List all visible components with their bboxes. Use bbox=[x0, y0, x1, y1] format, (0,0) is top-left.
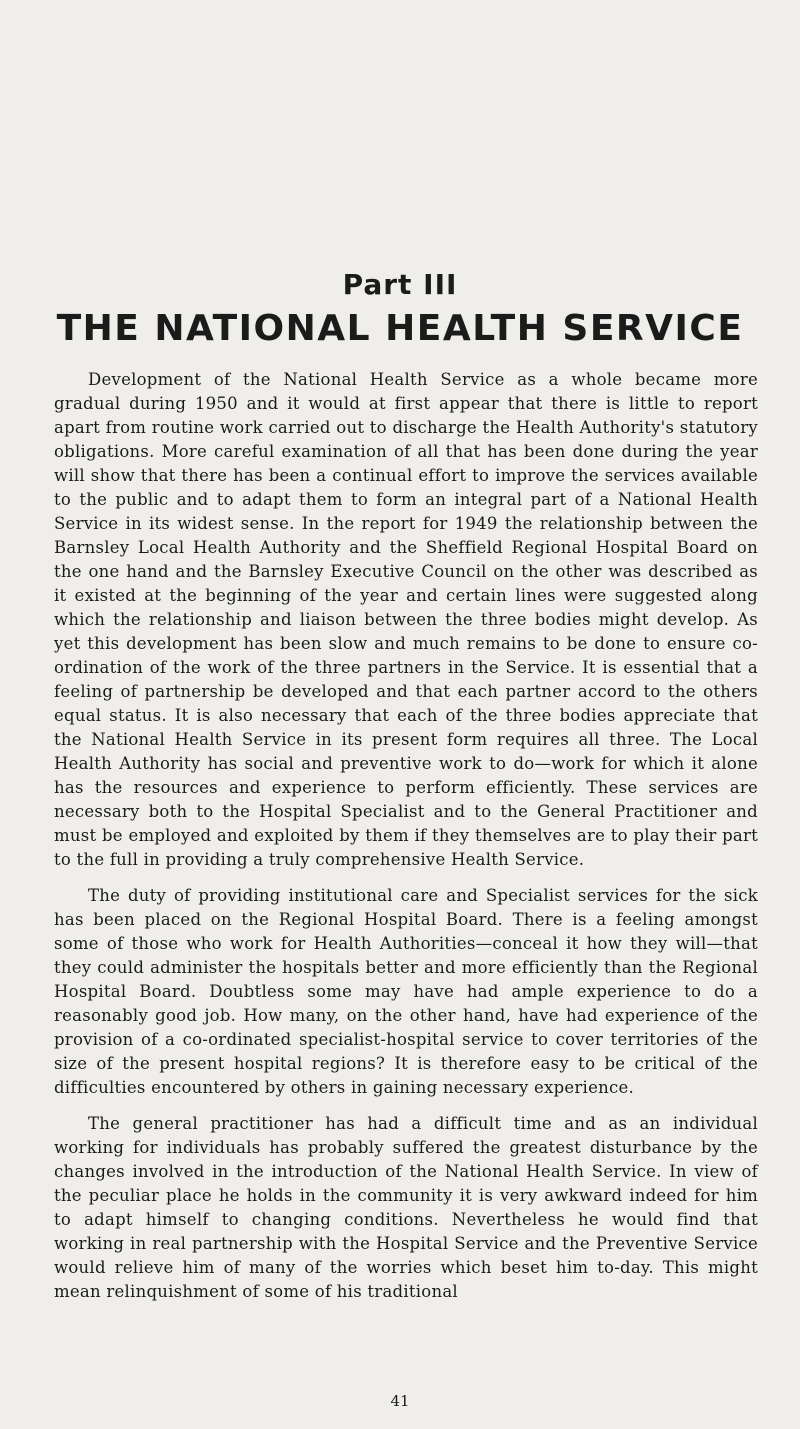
part-heading: Part III bbox=[342, 268, 458, 301]
paragraph-2: The duty of providing institutional care and Specialist services for the sick has been placed on the Regional Hospital Board. There is a feeling amongst some of those who work for Health Authorities—conceal it how they will—that they could administer the hospitals better and more efficiently than the Regional Hospital Board. Doubtless some may have had ample experience to do a reasonably good job. How many, on the other hand, have had experience of the provision of a co-ordinated specialist-hospital service to cover territories of the size of the present hospital regions? It is therefore easy to be critical of the difficulties encountered by others in gaining necessary experience. bbox=[54, 886, 758, 1097]
page-title: THE NATIONAL HEALTH SERVICE bbox=[56, 308, 744, 349]
body-text bbox=[54, 368, 758, 1316]
paragraph-1: Development of the National Health Service as a whole became more gradual during 1950 and it would at first appear that there is little to report apart from routine work carried out to discharge the Health Authority's statutory obligations. More careful examination of all that has been done during the year will show that there has been a continual effort to improve the services available to the public and to adapt them to form an integral part of a National Health Service in its widest sense. In the report for 1949 the relationship between the Barnsley Local Health Authority and the Sheffield Regional Hospital Board on the one hand and the Barnsley Executive Council on the other was described as it existed at the beginning of the year and certain lines were suggested along which the relationship and liaison between the three bodies might develop. As yet this development has been slow and much remains to be done to ensure co-ordination of the work of the three partners in the Service. It is essential that a feeling of partnership be developed and that each partner accord to the others equal status. It is also necessary that each of the three bodies appreciate that the National Health Service in its present form requires all three. The Local Health Authority has social and preventive work to do—work for which it alone has the resources and experience to perform efficiently. These services are necessary both to the Hospital Specialist and to the General Practitioner and must be employed and exploited by them if they themselves are to play their part to the full in providing a truly comprehensive Health Service. bbox=[54, 370, 758, 869]
page-number: 41 bbox=[390, 1392, 410, 1410]
paragraph-3: The general practitioner has had a difficult time and as an individual working for individuals has probably suffered the greatest disturbance by the changes involved in the introduction of the National Health Service. In view of the peculiar place he holds in the community it is very awkward indeed for him to adapt himself to changing conditions. Nevertheless he would find that working in real partnership with the Hospital Service and the Preventive Service would relieve him of many of the worries which beset him to-day. This might mean relinquishment of some of his traditional bbox=[54, 1114, 758, 1301]
